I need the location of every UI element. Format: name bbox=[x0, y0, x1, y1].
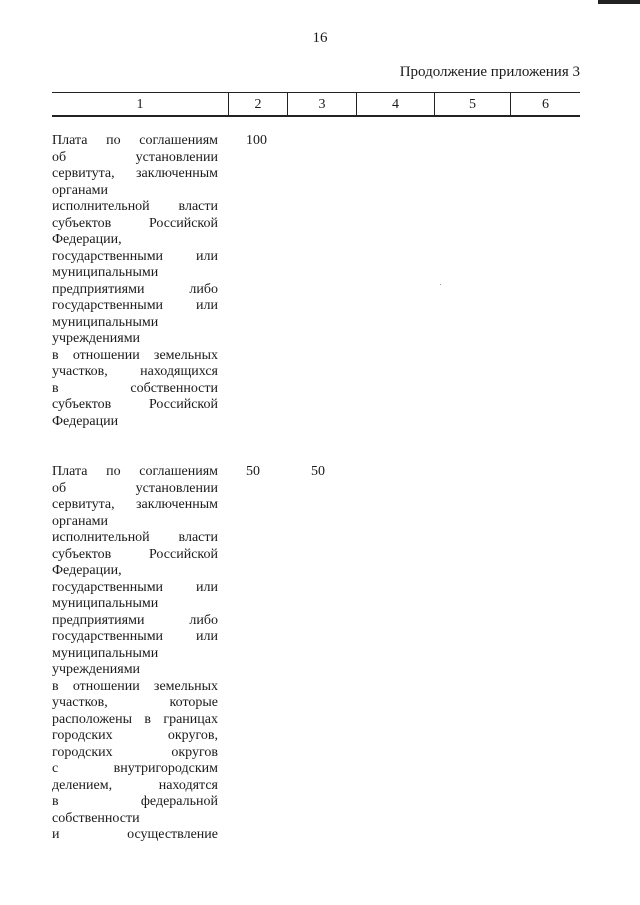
text-line: муниципальными bbox=[52, 645, 159, 661]
text-line: государственными или bbox=[52, 298, 218, 313]
text-line: Федерации, bbox=[52, 232, 122, 247]
row-2-col-3-value: 50 bbox=[311, 464, 325, 479]
column-number-1: 1 bbox=[136, 97, 144, 112]
row-1-col-2-value: 100 bbox=[246, 133, 267, 148]
appendix-continuation-note: Продолжение приложения 3 bbox=[399, 64, 580, 80]
text-line: исполнительной власти bbox=[52, 530, 218, 545]
column-number-4: 4 bbox=[392, 97, 399, 112]
text-line: в собственности bbox=[52, 380, 218, 396]
text-line: Федерации, bbox=[52, 563, 122, 578]
row-2-col-2-value: 50 bbox=[246, 464, 260, 479]
text-line: предприятиями либо bbox=[52, 612, 218, 628]
text-line: субъектов Российской bbox=[52, 546, 218, 562]
page-number: 16 bbox=[312, 30, 328, 46]
text-line: и осуществление bbox=[52, 827, 218, 842]
text-line: учреждениями bbox=[52, 662, 141, 677]
text-line: в отношении земельных bbox=[52, 347, 218, 363]
text-line: городских округов, bbox=[52, 728, 218, 743]
column-number-3: 3 bbox=[318, 97, 326, 112]
text-line: муниципальными bbox=[52, 314, 159, 330]
text-line: Плата по соглашениям bbox=[52, 133, 218, 148]
text-line: об установлении bbox=[52, 149, 218, 165]
text-line: субъектов Российской bbox=[52, 397, 218, 412]
text-line: расположены в границах bbox=[52, 711, 218, 727]
scan-speck bbox=[440, 284, 441, 285]
text-line: с внутригородским bbox=[52, 761, 218, 776]
column-number-5: 5 bbox=[469, 97, 476, 112]
text-line: субъектов Российской bbox=[52, 215, 218, 231]
text-line: сервитута, заключенным bbox=[52, 497, 218, 512]
text-line: участков, которые bbox=[52, 695, 218, 710]
row-1-description bbox=[52, 133, 218, 430]
text-line: государственными или bbox=[52, 629, 218, 644]
text-line: сервитута, заключенным bbox=[52, 166, 218, 181]
text-line: предприятиями либо bbox=[52, 281, 218, 297]
text-line: об установлении bbox=[52, 480, 218, 496]
column-number-2: 2 bbox=[254, 97, 262, 112]
text-line: делением, находятся bbox=[52, 777, 218, 793]
text-line: государственными или bbox=[52, 579, 218, 595]
text-line: органами bbox=[52, 182, 109, 198]
text-line: городских округов bbox=[52, 744, 218, 760]
row-2-description bbox=[52, 464, 218, 844]
text-line: органами bbox=[52, 513, 109, 529]
text-line: участков, находящихся bbox=[52, 364, 218, 379]
text-line: Федерации bbox=[52, 413, 119, 429]
column-number-6: 6 bbox=[542, 97, 549, 112]
text-line: государственными или bbox=[52, 248, 218, 264]
text-line: Плата по соглашениям bbox=[52, 464, 218, 479]
text-line: муниципальными bbox=[52, 265, 159, 280]
text-line: исполнительной власти bbox=[52, 199, 218, 214]
text-line: учреждениями bbox=[52, 331, 141, 346]
text-line: муниципальными bbox=[52, 596, 159, 611]
text-line: собственности bbox=[52, 810, 140, 826]
table-header-bottom-border bbox=[52, 115, 580, 117]
table-header-top-border bbox=[52, 92, 580, 93]
scan-corner-mark bbox=[598, 0, 640, 4]
text-line: в федеральной bbox=[52, 794, 218, 809]
text-line: в отношении земельных bbox=[52, 678, 218, 694]
